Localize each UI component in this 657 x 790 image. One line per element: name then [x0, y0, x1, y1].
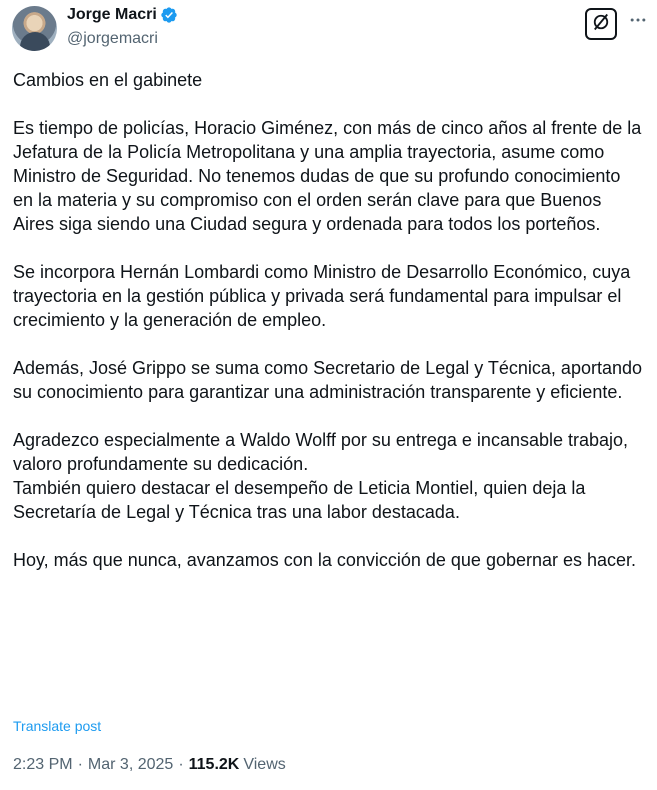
post-paragraph: Cambios en el gabinete	[13, 70, 203, 90]
post-meta	[13, 756, 286, 774]
post-paragraph: Es tiempo de policías, Horacio Giménez, con más de cinco años al frente de la Jefatura de la Policía Metropolitana y una amplia trayectoria, asume como Ministro de Seguridad. No tenemos dudas de que su profundo conocimiento en la materia y su compromiso con el orden serán clave para que Buenos Aires siga siendo una Ciudad segura y ordenada para todos los porteños.	[13, 118, 642, 234]
post-header	[0, 0, 657, 60]
views-count[interactable]: 115.2K	[188, 756, 240, 773]
post-paragraph: También quiero destacar el desempeño de Leticia Montiel, quien deja la Secretaría de Legal y Técnica tras una labor destacada.	[13, 478, 586, 522]
post-paragraph: Además, José Grippo se suma como Secretario de Legal y Técnica, aportando su conocimiento para garantizar una administración transparente y eficiente.	[13, 358, 643, 402]
meta-separator: ·	[178, 756, 184, 773]
post-date[interactable]: Mar 3, 2025	[87, 756, 174, 773]
post-paragraph: Se incorpora Hernán Lombardi como Ministro de Desarrollo Económico, cuya trayectoria en la gestión pública y privada será fundamental para impulsar el crecimiento y la generación de empleo.	[13, 262, 631, 330]
verified-badge-icon[interactable]	[160, 6, 178, 24]
author-display-name[interactable]: Jorge Macri	[67, 6, 157, 23]
views-label: Views	[243, 756, 286, 773]
more-options-button[interactable]	[626, 10, 650, 34]
post-paragraph: Hoy, más que nunca, avanzamos con la convicción de que gobernar es hacer.	[13, 550, 637, 570]
post-text	[13, 68, 645, 596]
more-horizontal-icon	[628, 10, 648, 35]
translate-post-link[interactable]: Translate post	[13, 718, 102, 734]
avatar[interactable]	[12, 6, 57, 51]
grok-button[interactable]	[585, 8, 617, 40]
post-time[interactable]: 2:23 PM	[13, 756, 73, 773]
post-paragraph: Agradezco especialmente a Waldo Wolff por su entrega e incansable trabajo, valoro profundamente su dedicación.	[13, 430, 629, 474]
author-name-row	[67, 6, 178, 24]
meta-separator: ·	[77, 756, 83, 773]
grok-icon	[591, 12, 611, 37]
author-handle[interactable]: @jorgemacri	[67, 30, 158, 47]
